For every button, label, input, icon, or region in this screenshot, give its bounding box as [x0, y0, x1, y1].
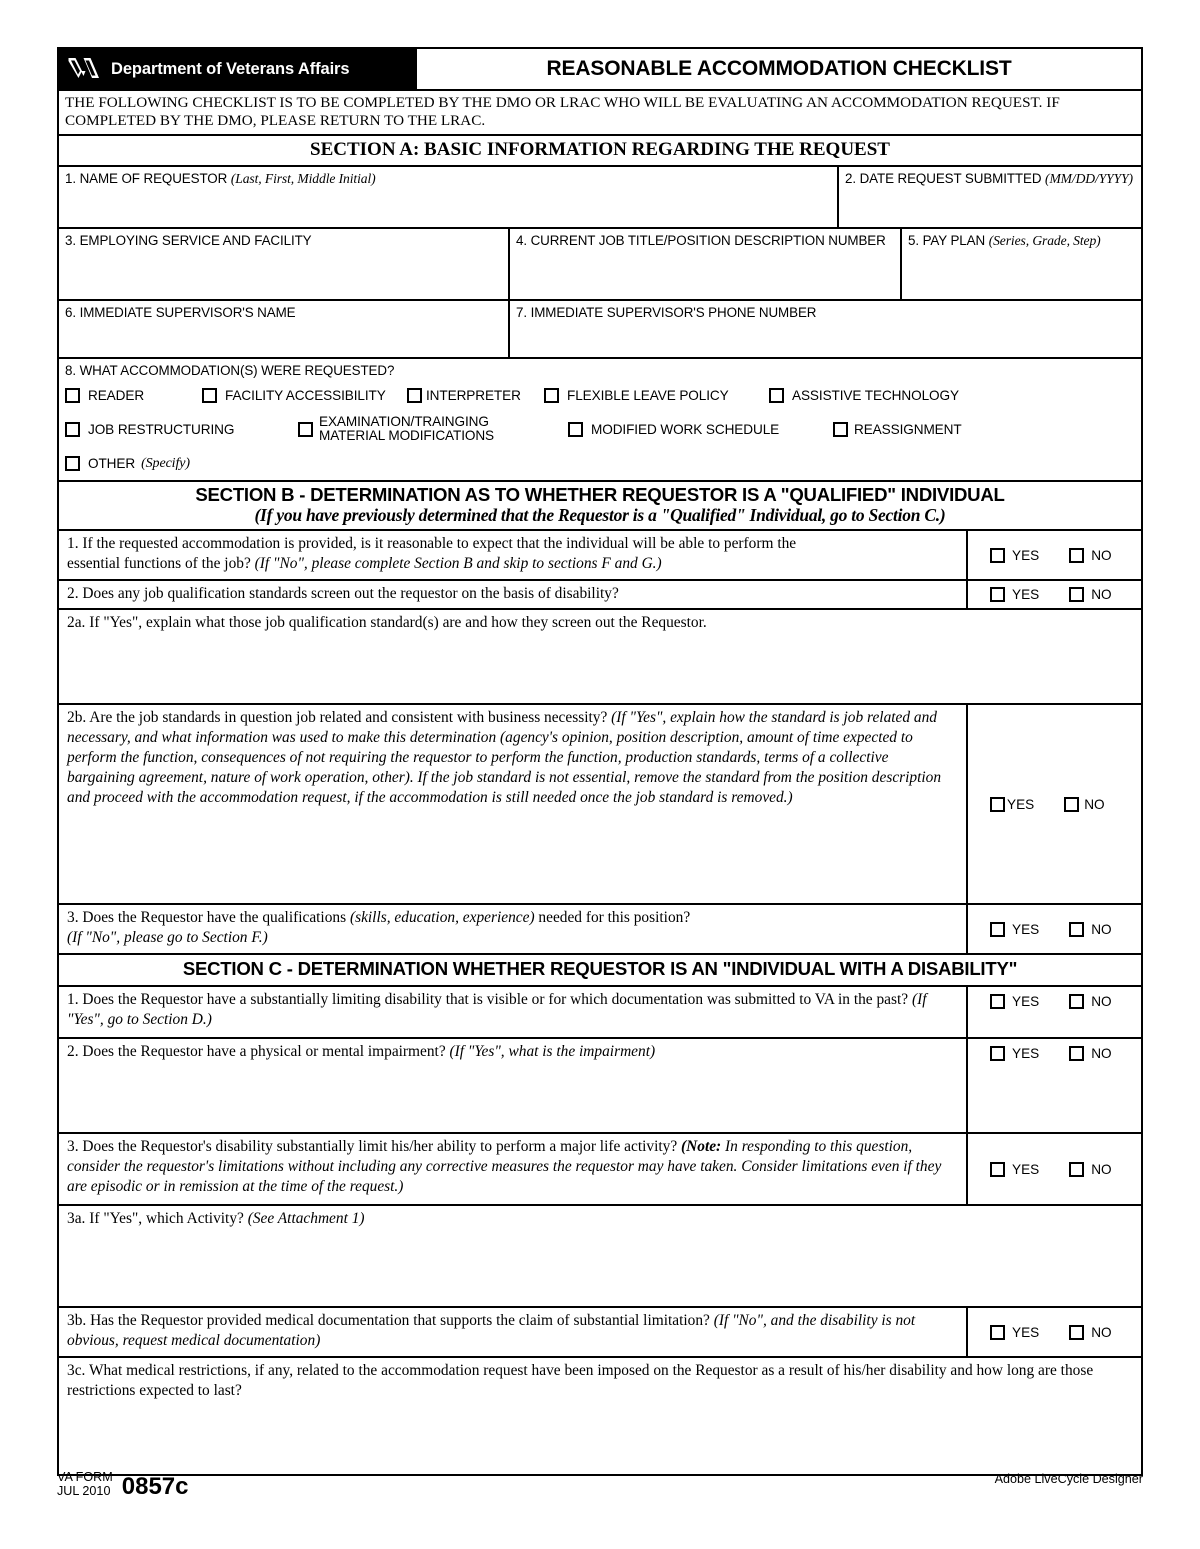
c2-italic: (If "Yes", what is the impairment): [449, 1043, 656, 1061]
c3-italic: In responding to this question, consider the requestor's limitations without including any corrective measures the requestor may have taken. Consider limitations even if they are episodic or in remission at the time of the request.): [67, 1138, 942, 1196]
radio-b3-yes[interactable]: [990, 922, 1039, 937]
question-c3: [59, 1134, 1141, 1206]
checkbox-box[interactable]: [1069, 1046, 1084, 1061]
c3-plain: 3. Does the Requestor's disability substantially limit his/her ability to perform a major life activity?: [67, 1138, 682, 1156]
c3b-plain: 3b. Has the Requestor provided medical documentation that supports the claim of substantial limitation?: [67, 1312, 714, 1330]
b3-plain-b: needed for this position?: [534, 909, 691, 927]
question-b1: [59, 531, 1141, 581]
form-label-line-2: JUL 2010: [57, 1484, 111, 1499]
question-c3b-text: [59, 1308, 966, 1356]
checkbox-flexible-leave-policy[interactable]: [544, 388, 769, 403]
checkbox-box[interactable]: [1069, 1325, 1084, 1340]
c1-italic: (If "Yes", go to Section D.): [67, 991, 927, 1029]
no-label: NO: [1091, 1324, 1112, 1340]
question-b2b-text[interactable]: [59, 705, 966, 903]
radio-c3b-yes[interactable]: [990, 1325, 1039, 1340]
radio-c3-yes[interactable]: [990, 1162, 1039, 1177]
field-accommodations-requested: [59, 359, 1141, 482]
yes-label: YES: [1012, 1324, 1040, 1340]
checkbox-box[interactable]: [990, 1162, 1005, 1177]
question-c2-answer: [966, 1039, 1141, 1132]
field-6-label: 6. IMMEDIATE SUPERVISOR'S NAME: [65, 304, 296, 320]
no-label: NO: [1091, 1161, 1112, 1177]
field-current-job-title[interactable]: [508, 229, 900, 299]
designer-credit: Adobe LiveCycle Designer: [994, 1472, 1143, 1486]
checkbox-box[interactable]: [833, 422, 848, 437]
checkbox-box[interactable]: [65, 422, 80, 437]
c1-plain: 1. Does the Requestor have a substantially limiting disability that is visible or for which documentation was submitted to VA in the past?: [67, 991, 912, 1009]
b1-line1: 1. If the requested accommodation is provided, is it reasonable to expect that the individual will be able to perform the: [67, 535, 797, 553]
checkbox-box[interactable]: [202, 388, 217, 403]
question-b3: [59, 905, 1141, 955]
checkbox-facility-accessibility[interactable]: [202, 388, 407, 403]
checkbox-label: MODIFIED WORK SCHEDULE: [591, 421, 780, 437]
checkbox-label: ASSISTIVE TECHNOLOGY: [792, 387, 959, 403]
b1-line2-plain: essential functions of the job?: [67, 555, 255, 573]
question-c3a[interactable]: [59, 1206, 1141, 1308]
question-b2a-text: 2a. If "Yes", explain what those job qualification standard(s) are and how they screen out the Requestor.: [67, 614, 707, 632]
form-label-line-1: VA FORM: [57, 1470, 113, 1484]
checkbox-examination-training-material-modifications[interactable]: [298, 415, 568, 444]
c3-note-bold: (Note:: [681, 1138, 722, 1156]
instruction-text: THE FOLLOWING CHECKLIST IS TO BE COMPLETED BY THE DMO OR LRAC WHO WILL BE EVALUATING AN ACCOMMODATION REQUEST. IF COMPLETED BY THE DMO, PLEASE RETURN TO THE LRAC.: [59, 91, 1141, 136]
accommodations-row-3: [65, 456, 1135, 472]
question-b2b-answer: [966, 705, 1141, 903]
checkbox-box[interactable]: [990, 548, 1005, 563]
no-label: NO: [1091, 587, 1112, 603]
no-label: NO: [1091, 1046, 1112, 1062]
form-title: REASONABLE ACCOMMODATION CHECKLIST: [546, 57, 1012, 80]
checkbox-label: FACILITY ACCESSIBILITY: [225, 387, 386, 403]
question-b3-text: [59, 905, 966, 953]
field-2-hint: (MM/DD/YYYY): [1045, 170, 1133, 186]
row-name-date: [59, 167, 1141, 229]
checkbox-label: [319, 415, 494, 444]
radio-b2-no[interactable]: [1069, 587, 1111, 602]
b1-line2-italic: (If "No", please complete Section B and skip to sections F and G.): [254, 555, 662, 573]
radio-b2-yes[interactable]: [990, 587, 1039, 602]
question-c2: [59, 1039, 1141, 1134]
field-pay-plan[interactable]: [900, 229, 1141, 299]
checkbox-interpreter[interactable]: [407, 388, 544, 403]
question-b1-text: [59, 531, 966, 579]
field-name-of-requestor[interactable]: [59, 167, 837, 227]
field-supervisor-name[interactable]: [59, 301, 508, 357]
question-b3-answer: [966, 905, 1141, 953]
section-c-header: SECTION C - DETERMINATION WHETHER REQUESTOR IS AN "INDIVIDUAL WITH A DISABILITY": [59, 955, 1141, 987]
question-b2b: [59, 705, 1141, 905]
b2b-italic: (If "Yes", explain how the standard is job related and necessary, and what information was used to make this determination (agency's opinion, position description, amount of time expected to perform the function, consequences of not requiring the requestor to perform the function, production standards, terms of a collective bargaining agreement, nature of work operation, other). If the job standard is not essential, remove the standard from the position description and proceed with the accommodation request, if the accommodation is still needed once the job standard is removed.): [67, 709, 942, 807]
checkbox-job-restructuring[interactable]: [65, 422, 298, 437]
yes-label: YES: [1012, 547, 1040, 563]
form-label: [57, 1470, 113, 1500]
other-hint: (Specify): [141, 455, 190, 471]
checkbox-reassignment[interactable]: [833, 422, 962, 437]
va-logo-icon: [67, 56, 101, 82]
b3-plain-a: 3. Does the Requestor have the qualifications: [67, 909, 350, 927]
question-c3c-text: 3c. What medical restrictions, if any, related to the accommodation request have been imposed on the Requestor as a result of his/her disability and how long are those restrictions expected to last?: [67, 1362, 1094, 1400]
agency-name: Department of Veterans Affairs: [111, 59, 350, 78]
radio-b1-no[interactable]: [1069, 548, 1111, 563]
question-c3b: [59, 1308, 1141, 1358]
field-5-label: 5. PAY PLAN (Series, Grade, Step): [908, 232, 1101, 248]
radio-c2-no[interactable]: [1069, 1046, 1111, 1061]
checkbox-modified-work-schedule[interactable]: [568, 422, 833, 437]
b3-italic-b: (If "No", please go to Section F.): [67, 929, 268, 947]
checkbox-label: FLEXIBLE LEAVE POLICY: [567, 387, 729, 403]
question-b2-text: 2. Does any job qualification standards screen out the requestor on the basis of disability?: [67, 585, 619, 603]
checkbox-box[interactable]: [769, 388, 784, 403]
checkbox-other[interactable]: [65, 456, 190, 472]
field-1-label: 1. NAME OF REQUESTOR (Last, First, Middle Initial): [65, 170, 376, 186]
radio-c3-no[interactable]: [1069, 1162, 1111, 1177]
checkbox-box[interactable]: [568, 422, 583, 437]
agency-identity-block: [59, 49, 417, 89]
exam-label-line-1: EXAMINATION/TRAINGING: [319, 413, 489, 429]
radio-c1-yes[interactable]: [990, 994, 1039, 1009]
radio-c2-yes[interactable]: [990, 1046, 1039, 1061]
form-identifier: [57, 1470, 189, 1500]
checkbox-box[interactable]: [990, 797, 1005, 812]
field-employing-service[interactable]: [59, 229, 508, 299]
yes-label: YES: [1012, 1046, 1040, 1062]
checkbox-box[interactable]: [990, 587, 1005, 602]
yes-label: YES: [1012, 587, 1040, 603]
c3a-italic: (See Attachment 1): [247, 1210, 365, 1228]
question-c3c[interactable]: [59, 1358, 1141, 1474]
yes-label: YES: [1007, 796, 1035, 812]
checkbox-box[interactable]: [990, 922, 1005, 937]
checkbox-box[interactable]: [1069, 587, 1084, 602]
radio-b3-no[interactable]: [1069, 922, 1111, 937]
question-c1-answer: [966, 987, 1141, 1037]
exam-label-line-2: MATERIAL MODIFICATIONS: [319, 428, 495, 444]
question-c3b-answer: [966, 1308, 1141, 1356]
checkbox-label: JOB RESTRUCTURING: [88, 421, 235, 437]
va-form-0857c: [57, 47, 1143, 1476]
section-a-header: SECTION A: BASIC INFORMATION REGARDING THE REQUEST: [59, 136, 1141, 167]
no-label: NO: [1084, 796, 1105, 812]
field-7-label: 7. IMMEDIATE SUPERVISOR'S PHONE NUMBER: [516, 304, 817, 320]
checkbox-box[interactable]: [407, 388, 422, 403]
question-c3a-text: [67, 1209, 1133, 1229]
checkbox-label: INTERPRETER: [426, 387, 521, 403]
checkbox-box[interactable]: [990, 1046, 1005, 1061]
radio-b1-yes[interactable]: [990, 548, 1039, 563]
checkbox-box[interactable]: [65, 456, 80, 471]
section-b-header: [59, 482, 1141, 531]
b3-italic-a: (skills, education, experience): [349, 909, 535, 927]
field-2-label: 2. DATE REQUEST SUBMITTED (MM/DD/YYYY): [845, 170, 1133, 186]
radio-c3b-no[interactable]: [1069, 1325, 1111, 1340]
c3b-italic: (If "No", and the disability is not obvious, request medical documentation): [67, 1312, 916, 1350]
form-number: 0857c: [121, 1472, 189, 1500]
accommodations-row-1: [65, 388, 1135, 403]
question-c3-answer: [966, 1134, 1141, 1204]
no-label: NO: [1091, 994, 1112, 1010]
checkbox-box[interactable]: [1069, 994, 1084, 1009]
yes-label: YES: [1012, 921, 1040, 937]
checkbox-box[interactable]: [1069, 548, 1084, 563]
question-c1-text: [59, 987, 966, 1037]
question-c2-text[interactable]: [59, 1039, 966, 1132]
checkbox-box[interactable]: [990, 1325, 1005, 1340]
checkbox-box[interactable]: [1064, 797, 1079, 812]
form-header: [59, 49, 1141, 91]
checkbox-box[interactable]: [65, 388, 80, 403]
checkbox-label: READER: [88, 387, 145, 403]
yes-label: YES: [1012, 1161, 1040, 1177]
checkbox-box[interactable]: [298, 422, 313, 437]
question-b2-answer: [966, 581, 1141, 608]
checkbox-box[interactable]: [1069, 1162, 1084, 1177]
field-date-request-submitted[interactable]: [837, 167, 1141, 227]
checkbox-box[interactable]: [544, 388, 559, 403]
yes-label: YES: [1012, 994, 1040, 1010]
row-service-job-payplan: [59, 229, 1141, 301]
b2b-plain: 2b. Are the job standards in question job related and consistent with business necessity?: [67, 709, 612, 727]
checkbox-label: REASSIGNMENT: [854, 421, 962, 437]
no-label: NO: [1091, 921, 1112, 937]
accommodations-row-2: [65, 415, 1135, 444]
field-3-label: 3. EMPLOYING SERVICE AND FACILITY: [65, 232, 312, 248]
field-1-hint: (Last, First, Middle Initial): [230, 170, 376, 186]
checkbox-assistive-technology[interactable]: [769, 388, 959, 403]
radio-b2b-no[interactable]: [1064, 797, 1104, 812]
checkbox-box[interactable]: [990, 994, 1005, 1009]
question-b2: [59, 581, 1141, 610]
field-5-hint: (Series, Grade, Step): [988, 232, 1101, 248]
section-b-title: SECTION B - DETERMINATION AS TO WHETHER REQUESTOR IS A "QUALIFIED" INDIVIDUAL: [195, 483, 1005, 505]
checkbox-label: OTHER: [88, 456, 136, 472]
form-footer: [57, 1470, 1143, 1500]
row-supervisor: [59, 301, 1141, 359]
question-b2a[interactable]: [59, 610, 1141, 705]
field-4-label: 4. CURRENT JOB TITLE/POSITION DESCRIPTION NUMBER: [516, 232, 886, 248]
question-c1: [59, 987, 1141, 1039]
radio-c1-no[interactable]: [1069, 994, 1111, 1009]
radio-b2b-yes[interactable]: [990, 797, 1034, 812]
checkbox-reader[interactable]: [65, 388, 202, 403]
no-label: NO: [1091, 547, 1112, 563]
c3a-plain: 3a. If "Yes", which Activity?: [67, 1210, 248, 1228]
question-b1-answer: [966, 531, 1141, 579]
c2-plain: 2. Does the Requestor have a physical or mental impairment?: [67, 1043, 450, 1061]
question-c3-text: [59, 1134, 966, 1204]
field-supervisor-phone[interactable]: [508, 301, 1141, 357]
field-8-label: 8. WHAT ACCOMMODATION(S) WERE REQUESTED?: [65, 362, 395, 378]
section-b-subtitle: (If you have previously determined that the Requestor is a "Qualified" Individual, go to Section C.): [254, 504, 946, 525]
checkbox-box[interactable]: [1069, 922, 1084, 937]
